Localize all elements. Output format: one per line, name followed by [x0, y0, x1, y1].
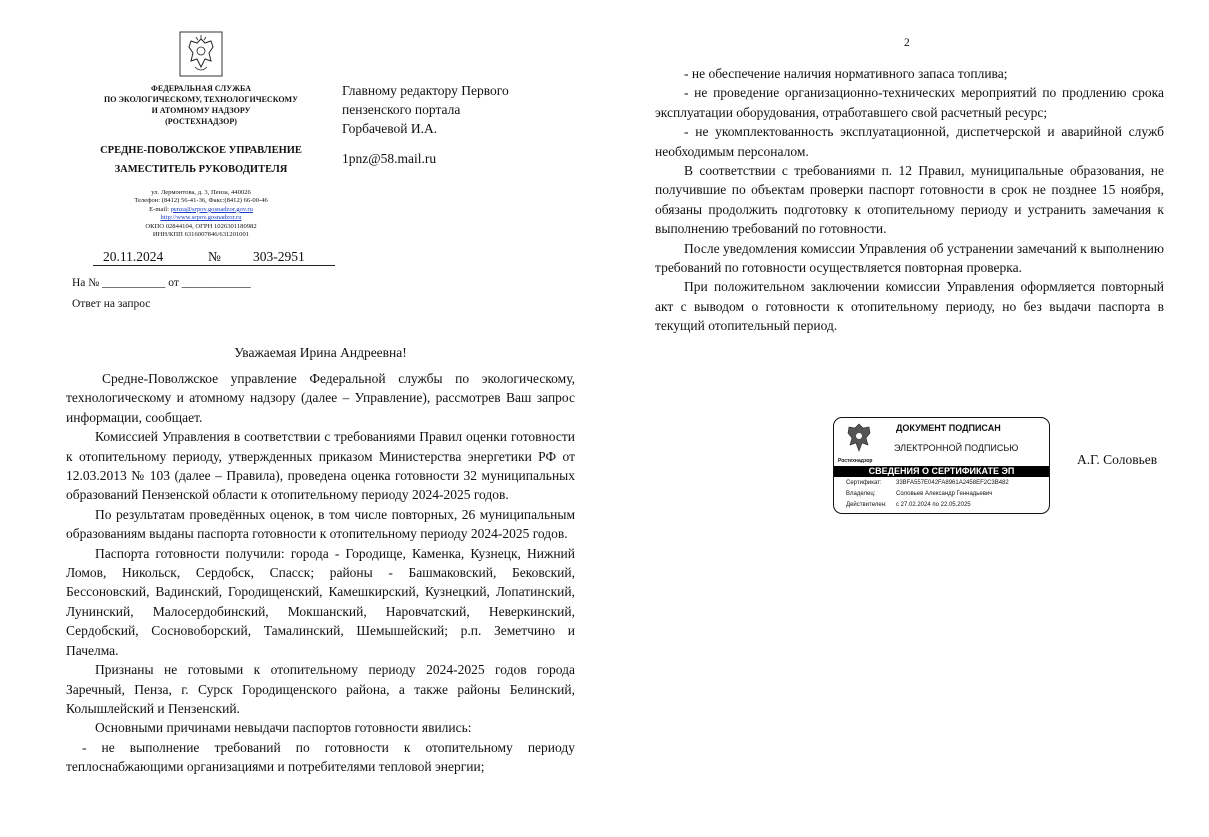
paragraph: Основными причинами невыдачи паспортов готовности явились: — [95, 720, 472, 736]
addressee-line: Горбачевой И.А. — [342, 121, 438, 136]
paragraph: Комиссией Управления в соответствии с требованиями Правил оценки готовности к отопительному периоду, утвержденных приказом Министерства энергетики РФ от 12.03.2013 № 103 (далее – Правила), проведена оценка готовности 32 муниципальных образований Пензенской области к отопительному периоду 2024-2025 годов. — [66, 429, 575, 503]
cert-value: 33BFA557E042FA8961A2458EF2C3B482 — [896, 480, 1009, 486]
org-line: И АТОМНОМУ НАДЗОРУ — [151, 106, 251, 115]
addressee-line: пензенского портала — [342, 102, 461, 117]
paragraph: - не проведение организационно-технических мероприятий по продлению срока эксплуатации оборудования, отработавшего свой расчетный ресурс; — [655, 85, 1164, 120]
cert-label: Сертификат: — [846, 480, 882, 486]
stamp-valid-row — [846, 502, 971, 508]
paragraph: - не укомплектованность эксплуатационной, диспетчерской и аварийной служб необходимым персоналом. — [655, 124, 1164, 159]
addressee-block — [342, 81, 509, 138]
stamp-subtitle: ЭЛЕКТРОННОЙ ПОДПИСЬЮ — [894, 443, 1019, 453]
registration-line — [93, 249, 335, 266]
rostechnadzor-logo-icon — [844, 422, 874, 456]
email-line — [92, 206, 310, 214]
paragraph: - не выполнение требований по готовности к отопительному периоду теплоснабжающими организациями и потребителями тепловой энергии; — [66, 739, 575, 775]
stamp-title: ДОКУМЕНТ ПОДПИСАН — [896, 423, 1001, 433]
stamp-band: СВЕДЕНИЯ О СЕРТИФИКАТЕ ЭП — [834, 466, 1049, 477]
stamp-cert-row — [846, 480, 1009, 486]
addressee-email: 1pnz@58.mail.ru — [342, 151, 437, 166]
org-line: ПО ЭКОЛОГИЧЕСКОМУ, ТЕХНОЛОГИЧЕСКОМУ — [104, 95, 298, 104]
letter-body-right — [655, 64, 1164, 336]
inn: ИНН/КПП 6316007846/631201001 — [152, 231, 250, 239]
number-sign: № — [208, 249, 221, 264]
okpo: ОКПО 02844104, ОГРН 1026301180982 — [145, 222, 257, 230]
paragraph: При положительном заключении комиссии Управления оформляется повторный акт с выводом о готовности к отопительному периоду, но без выдачи паспорта в текущий отопительный период. — [655, 279, 1164, 334]
signatory-name: А.Г. Соловьев — [1077, 452, 1158, 467]
division-name: СРЕДНЕ-ПОВОЛЖСКОЕ УПРАВЛЕНИЕ — [100, 145, 302, 156]
paragraph: Признаны не готовыми к отопительному периоду 2024-2025 годов города Заречный, Пенза, г. Сурск Городищенского района, а также районы Белинский, Колышлейский и Пензенский. — [66, 662, 575, 716]
registration-number: 303-2951 — [253, 249, 305, 264]
paragraph: Паспорта готовности получили: города - Городище, Каменка, Кузнецк, Нижний Ломов, Никольск, Сердобск, Спасск; районы - Башмаковский, Бековский, Бессоновский, Вадинский, Городищенский, Камешкирский, Кузнецкий, Лопатинский, Лунинский, Малосердобинский, Мокшанский, Наровчатский, Неверкинский, Сердобский, Сосновоборский, Тамалинский, Шемышейский; р.п. Земетчино и Пачелма. — [66, 545, 575, 658]
org-line: ФЕДЕРАЛЬНАЯ СЛУЖБА — [151, 84, 251, 93]
owner-value: Соловьев Александр Геннадьевич — [896, 491, 993, 497]
valid-value: с 27.02.2024 по 22.05.2025 — [896, 502, 971, 508]
owner-label: Владелец: — [846, 491, 876, 497]
letter-body-left — [66, 369, 575, 777]
coat-of-arms-icon — [179, 31, 223, 77]
address: ул. Лермонтова, д. 3, Пенза, 440026 — [151, 189, 251, 196]
org-line: (РОСТЕХНАДЗОР) — [165, 117, 237, 126]
addressee-line: Главному редактору Первого — [342, 83, 509, 98]
contacts-block — [92, 189, 310, 239]
org-name — [92, 83, 310, 127]
paragraph: - не обеспечение наличия нормативного запаса топлива; — [684, 66, 1008, 81]
email-link[interactable]: penza@srpov.gosnadzor.gov.ru — [170, 205, 253, 213]
email-label: E-mail: — [149, 205, 171, 213]
website-link[interactable]: http://www.srpov.gosnadzor.ru — [160, 214, 242, 222]
paragraph: После уведомления комиссии Управления об устранении замечаний к выполнению требований по готовности осуществляется повторная проверка. — [655, 240, 1164, 276]
reply-subject: Ответ на запрос — [72, 298, 151, 310]
valid-label: Действителен: — [846, 502, 887, 508]
registration-date: 20.11.2024 — [103, 249, 164, 264]
reference-line: На № ___________ от ____________ — [72, 277, 251, 289]
stamp-brand: Ростехнадзор — [838, 458, 873, 464]
position-title: ЗАМЕСТИТЕЛЬ РУКОВОДИТЕЛЯ — [114, 164, 288, 175]
page-number: 2 — [904, 37, 910, 49]
paragraph: В соответствии с требованиями п. 12 Правил, муниципальные образования, не получившие по объектам проверки паспорт готовности в срок не позднее 15 ноября, обязаны продолжить подготовку к отопительному периоду и устранить замечания к выполнению требований по готовности. — [655, 163, 1164, 237]
stamp-owner-row — [846, 491, 992, 497]
paragraph: По результатам проведённых оценок, в том числе повторных, 26 муниципальным образованиям выданы паспорта готовности к отопительному периоду 2024-2025 годов. — [66, 506, 575, 542]
phone: Телефон: (8412) 56-41-36, Факс:(8412) 66-00-46 — [134, 197, 268, 205]
paragraph: Средне-Поволжское управление Федеральной службы по экологическому, технологическому и атомному надзору (далее – Управление), рассмотрев Ваш запрос информации, сообщает. — [66, 371, 575, 425]
greeting: Уважаемая Ирина Андреевна! — [234, 345, 407, 360]
e-signature-stamp — [833, 417, 1050, 514]
